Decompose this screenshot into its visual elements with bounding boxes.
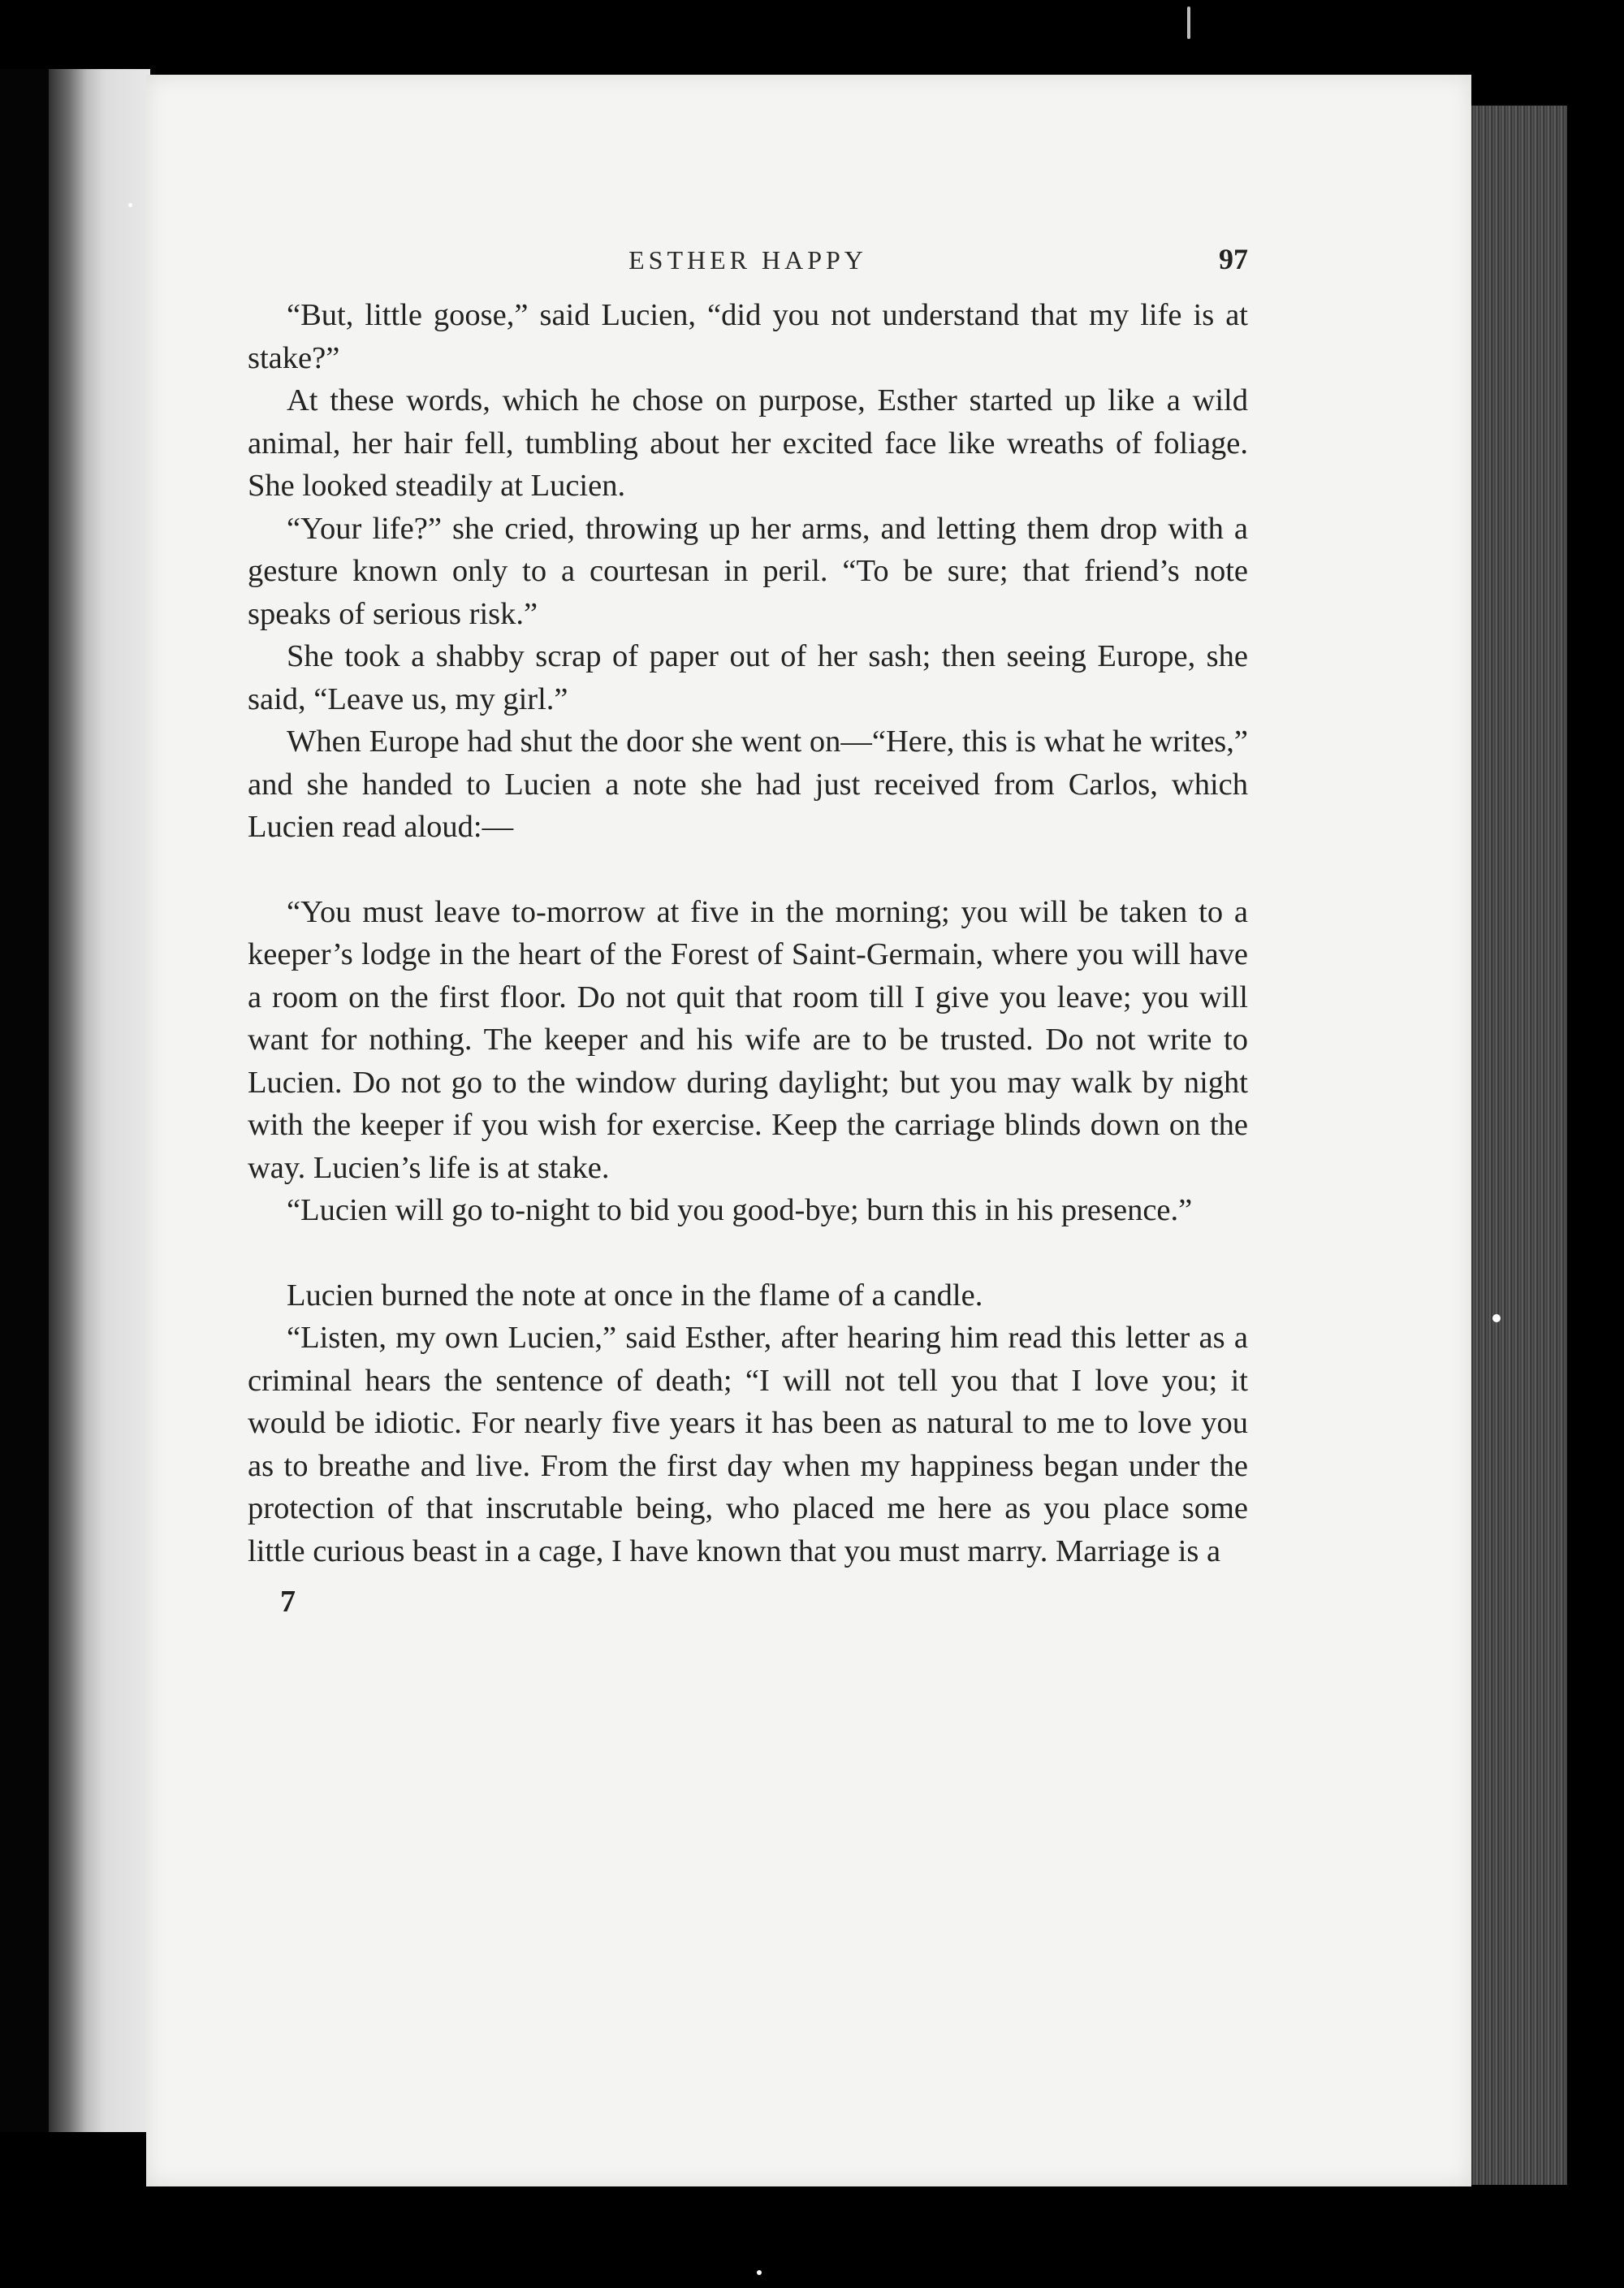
scan-artifact — [1492, 1314, 1501, 1322]
scan-artifact — [1187, 6, 1190, 39]
paragraph: “Listen, my own Lucien,” said Esther, after hearing him read this letter as a criminal hears the sentence of death; “I will not tell you that I love you; it would be idiotic. For nearly five years it has been as natural to me to love you as to breathe and live. From the first day when my happiness began under the protection of that inscrutable being, who placed me here as you place some little curious beast in a cage, I have known that you must marry. Marriage is a — [248, 1321, 1248, 1568]
body-text — [248, 294, 1248, 1572]
paragraph: At these words, which he chose on purpose, Esther started up like a wild animal, her hair fell, tumbling about her excited face like wreaths of foliage. She looked steadily at Lucien. — [248, 383, 1248, 503]
page-content — [248, 245, 1248, 1620]
section-gap — [248, 849, 1248, 891]
right-page-stack — [1466, 106, 1575, 2185]
paragraph: When Europe had shut the door she went on—“Here, this is what he writes,” and she handed to Lucien a note she had just received from Carlos, which Lucien read aloud:— — [248, 724, 1248, 844]
scan-artifact — [128, 203, 132, 207]
section-gap — [248, 1232, 1248, 1274]
paragraph: Lucien burned the note at once in the flame of a candle. — [287, 1278, 983, 1313]
left-edge-shadow — [0, 69, 49, 2132]
page-number: 97 — [1219, 243, 1248, 275]
letter-paragraph: “Lucien will go to-night to bid you good-bye; burn this in his presence.” — [287, 1193, 1193, 1227]
running-head: ESTHER HAPPY — [628, 245, 867, 275]
page-header — [248, 245, 1248, 294]
letter-paragraph: “You must leave to-morrow at five in the morning; you will be taken to a keeper’s lodge in the heart of the Forest of Saint-Germain, where you will have a room on the first floor. Do not quit that room till I give you leave; you will want for nothing. The keeper and his wife are to be trusted. Do not write to Lucien. Do not go to the window during daylight; but you may walk by night with the keeper if you wish for exercise. Keep the carriage blinds down on the way. Lucien’s life is at stake. — [248, 894, 1248, 1185]
scan-artifact — [757, 2270, 762, 2275]
signature-mark: 7 — [280, 1585, 296, 1619]
paragraph: “Your life?” she cried, throwing up her arms, and letting them drop with a gesture known only to a courtesan in peril. “To be sure; that friend’s note speaks of serious risk.” — [248, 511, 1248, 631]
page-sheet — [146, 75, 1471, 2186]
paragraph: She took a shabby scrap of paper out of her sash; then seeing Europe, she said, “Leave us, my girl.” — [248, 639, 1248, 716]
paragraph: “But, little goose,” said Lucien, “did you not understand that my life is at stake?” — [248, 298, 1248, 375]
right-border — [1567, 106, 1624, 2185]
